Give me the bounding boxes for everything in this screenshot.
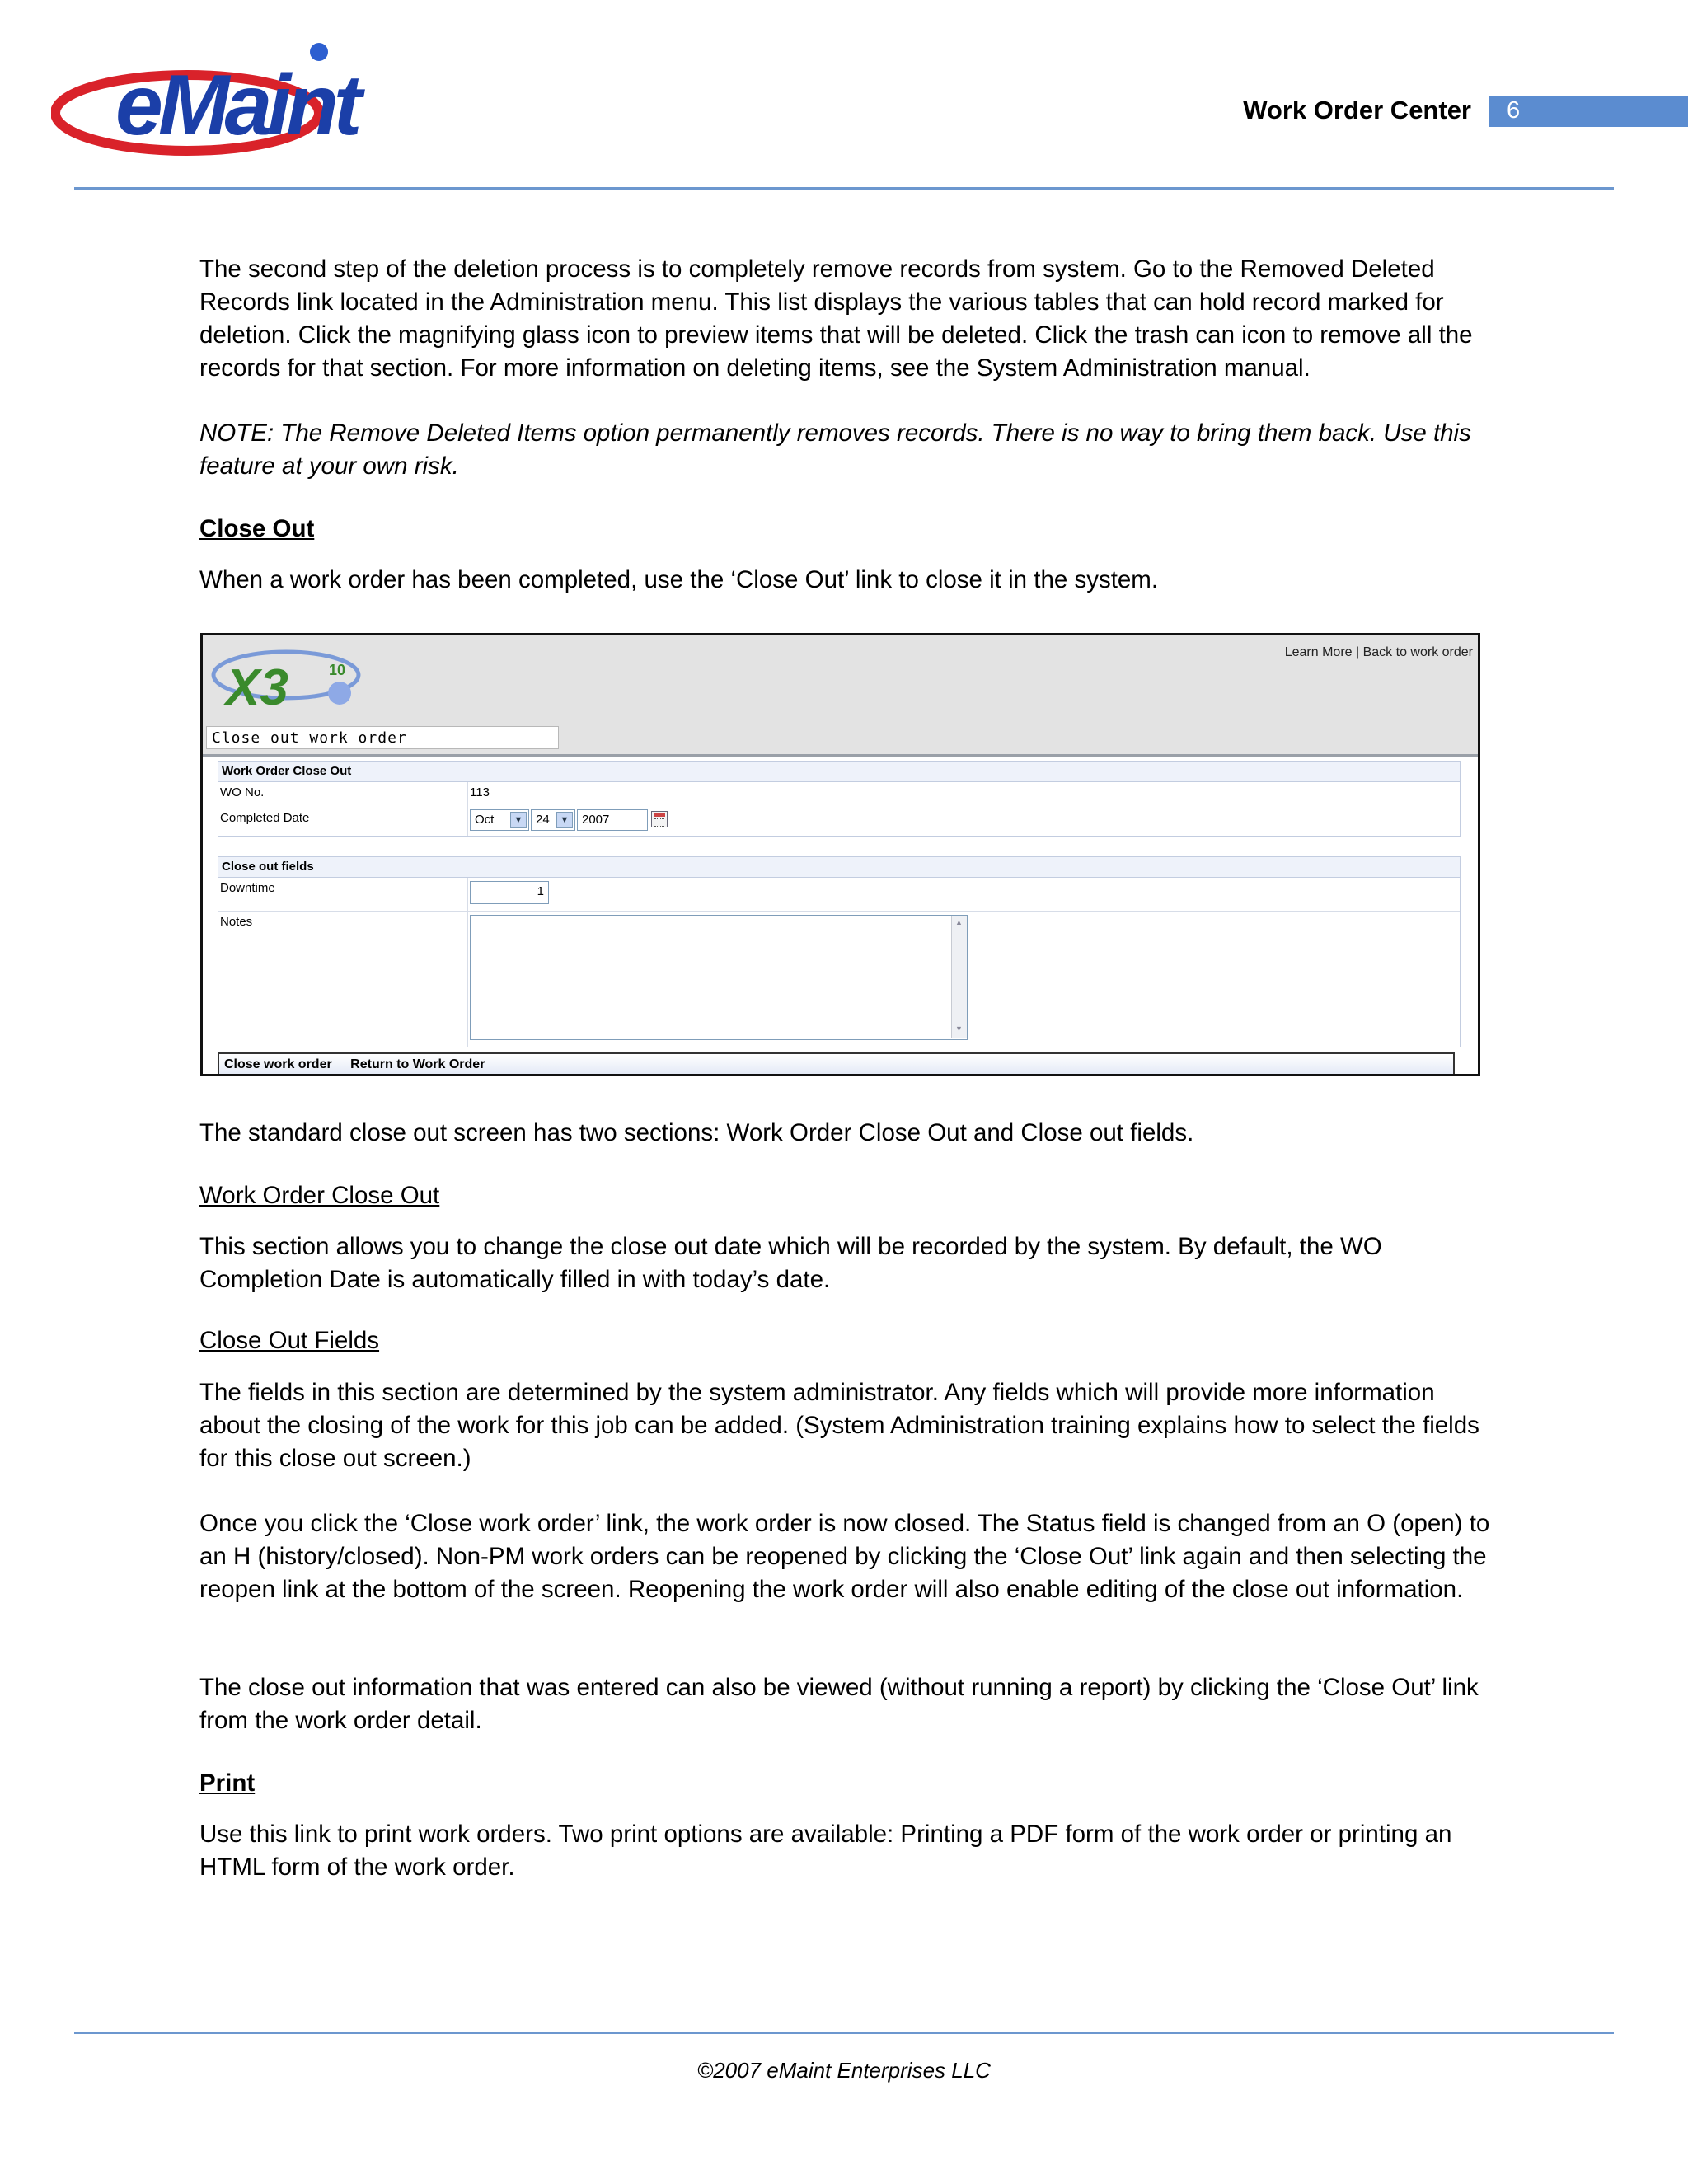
wo-no-value: 113 xyxy=(470,785,490,799)
paragraph-close-out: When a work order has been completed, use the ‘Close Out’ link to close it in the system. xyxy=(199,566,1159,593)
screenshot-top-links xyxy=(1285,645,1473,660)
footer-rule xyxy=(74,2032,1614,2034)
learn-more-link[interactable]: Learn More xyxy=(1284,645,1353,659)
paragraph-fields-determined: The fields in this section are determined by the system administrator. Any fields which will provide more information about the closing of the work for this job can be added. (System Administration training explains how to select the fields for this close out screen.) xyxy=(199,1379,1479,1472)
x3-logo xyxy=(208,645,364,713)
wo-no-cell xyxy=(467,782,1460,804)
paragraph-standard-screen: The standard close out screen has two sections: Work Order Close Out and Close out fields. xyxy=(199,1119,1194,1146)
row-notes xyxy=(218,912,1460,1047)
section-title: Close out fields xyxy=(218,857,1460,878)
footer-copyright: ©2007 eMaint Enterprises LLC xyxy=(697,2058,991,2083)
paragraph-work-order-close-out: This section allows you to change the close out date which will be recorded by the system. By default, the WO Completion Date is automatically filled in with today’s date. xyxy=(199,1233,1382,1293)
chevron-down-icon: ▼ xyxy=(556,812,573,828)
year-value: 2007 xyxy=(582,813,610,827)
paragraph-close-work-order: Once you click the ‘Close work order’ link, the work order is now closed. The Status field is changed from an O (open) to an H (history/closed). Non-PM work orders can be reopened by clicking the ‘Close Out’ link again and then selecting the reopen link at the bottom of the screen. Reopening the work order will also enable editing of the close out information. xyxy=(199,1510,1490,1603)
heading-close-out-fields: Close Out Fields xyxy=(199,1327,380,1354)
downtime-label: Downtime xyxy=(220,881,275,895)
section-work-order-close-out xyxy=(218,761,1461,837)
notes-label: Notes xyxy=(220,915,253,929)
screenshot-action-bar xyxy=(218,1052,1455,1076)
header-rule xyxy=(74,187,1614,190)
paragraph-view-close-out: The close out information that was entered can also be viewed (without running a report) by clicking the ‘Close Out’ link from the work order detail. xyxy=(199,1674,1479,1734)
day-select[interactable] xyxy=(531,809,575,831)
header-section-title: Work Order Center xyxy=(1243,96,1471,124)
x3-logo-text: X3 xyxy=(226,659,288,713)
emaint-logo xyxy=(51,37,430,161)
section-title: Work Order Close Out xyxy=(218,762,1460,782)
logo-text: eMaint xyxy=(115,58,358,153)
page-number: 6 xyxy=(1507,97,1521,124)
note-paragraph: NOTE: The Remove Deleted Items option permanently removes records. There is no way to bring them back. Use this feature at your own risk. xyxy=(199,419,1471,480)
downtime-cell xyxy=(467,878,1460,911)
wo-no-label: WO No. xyxy=(220,785,265,799)
heading-close-out: Close Out xyxy=(199,515,315,542)
back-to-work-order-link[interactable]: Back to work order xyxy=(1362,645,1473,659)
row-downtime xyxy=(218,878,1460,912)
notes-scrollbar[interactable] xyxy=(951,916,967,1038)
chevron-down-icon: ▼ xyxy=(510,812,527,828)
day-value: 24 xyxy=(536,813,550,827)
completed-date-cell xyxy=(467,804,1460,836)
return-to-work-order-link[interactable]: Return to Work Order xyxy=(350,1057,485,1071)
scroll-up-icon[interactable]: ▲ xyxy=(955,918,963,926)
close-out-screenshot xyxy=(200,633,1480,1076)
calendar-icon[interactable] xyxy=(651,811,668,827)
notes-cell xyxy=(467,912,1460,1047)
row-wo-no xyxy=(218,782,1460,804)
close-work-order-link[interactable]: Close work order xyxy=(224,1057,332,1071)
section-close-out-fields xyxy=(218,856,1461,1047)
downtime-input[interactable]: 1 xyxy=(470,881,549,904)
x3-logo-version: 10 xyxy=(329,662,346,678)
paragraph-print: Use this link to print work orders. Two print options are available: Printing a PDF form of the work order or printing an HTML form of the work order. xyxy=(199,1821,1452,1881)
tab-close-out-work-order[interactable]: Close out work order xyxy=(206,726,559,749)
paragraph-deletion-step: The second step of the deletion process is to completely remove records from system. Go to the Removed Deleted Records link located in the Administration menu. This list displays the various tables that can hold record marked for deletion. Click the magnifying glass icon to preview items that will be deleted. Click the trash can icon to remove all the records for that section. For more information on deleting items, see the System Administration manual. xyxy=(199,255,1473,382)
year-input[interactable] xyxy=(577,809,648,831)
completed-date-label: Completed Date xyxy=(220,811,310,825)
month-value: Oct xyxy=(475,813,495,827)
screenshot-header xyxy=(203,635,1478,757)
heading-work-order-close-out: Work Order Close Out xyxy=(199,1182,440,1209)
x3-logo-sphere xyxy=(328,682,351,705)
month-select[interactable] xyxy=(470,809,529,831)
heading-print: Print xyxy=(199,1769,256,1797)
link-separator: | xyxy=(1356,645,1360,659)
scroll-down-icon[interactable]: ▼ xyxy=(955,1024,963,1033)
row-completed-date xyxy=(218,804,1460,836)
notes-textarea[interactable] xyxy=(470,915,968,1040)
